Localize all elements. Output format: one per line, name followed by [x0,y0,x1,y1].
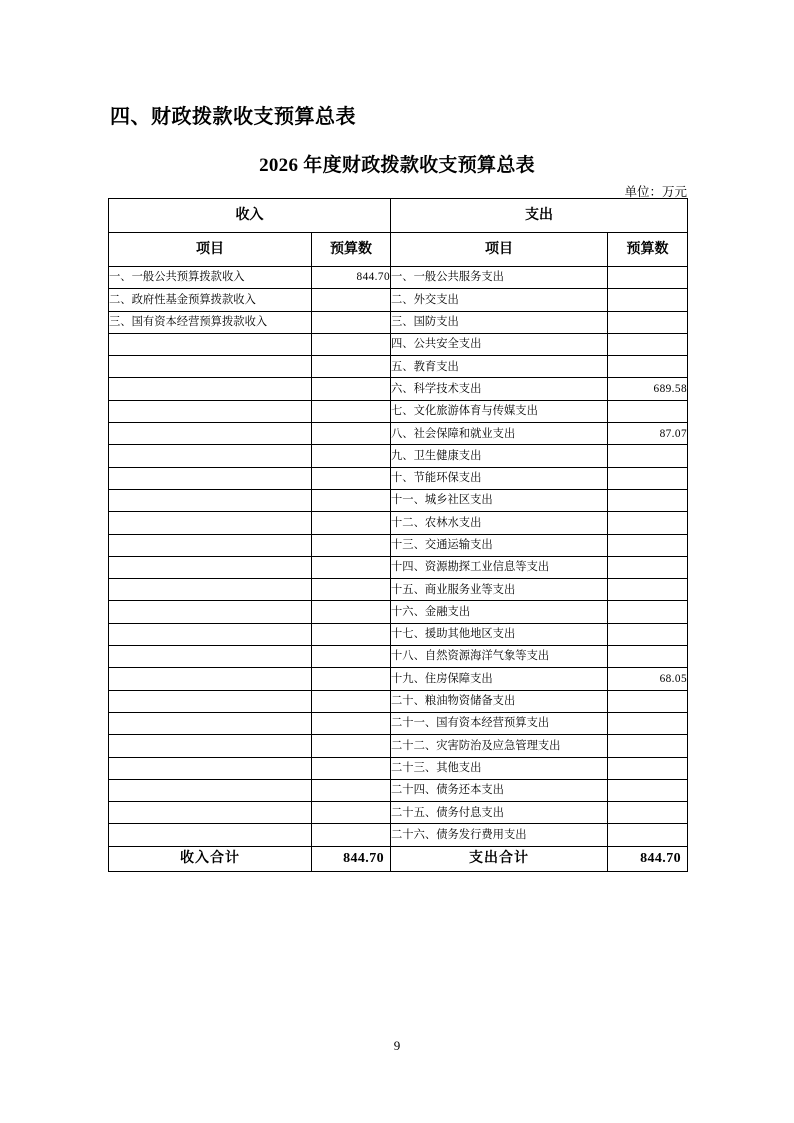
table-row [109,333,688,355]
total-label-expenditure: 支出合计 [391,846,608,871]
expenditure-item-cell: 二十、粮油物资储备支出 [391,690,608,712]
income-value-cell [312,646,391,668]
income-item-cell [109,824,312,846]
income-value-cell [312,579,391,601]
income-value-cell [312,668,391,690]
income-item-cell: 三、国有资本经营预算拨款收入 [109,311,312,333]
income-value-cell [312,467,391,489]
expenditure-value-cell [608,267,688,289]
expenditure-item-cell: 十三、交通运输支出 [391,534,608,556]
table-row [109,646,688,668]
income-value-cell [312,378,391,400]
total-value-income: 844.70 [312,846,391,871]
table-row [109,534,688,556]
income-item-cell: 二、政府性基金预算拨款收入 [109,289,312,311]
unit-label: 单位：万元 [624,185,687,199]
income-item-cell [109,512,312,534]
income-item-cell [109,579,312,601]
expenditure-value-cell [608,757,688,779]
expenditure-value-cell: 68.05 [608,668,688,690]
income-value-cell [312,601,391,623]
expenditure-item-cell: 七、文化旅游体育与传媒支出 [391,400,608,422]
expenditure-item-cell: 三、国防支出 [391,311,608,333]
table-row [109,690,688,712]
table-row [109,779,688,801]
income-item-cell [109,646,312,668]
income-value-cell [312,311,391,333]
expenditure-value-cell [608,400,688,422]
expenditure-item-cell: 二十五、债务付息支出 [391,802,608,824]
table-column-header-row [109,233,688,267]
income-item-cell [109,668,312,690]
income-item-cell [109,378,312,400]
expenditure-item-cell: 二十六、债务发行费用支出 [391,824,608,846]
table-row [109,668,688,690]
expenditure-value-cell [608,779,688,801]
income-item-cell [109,690,312,712]
table-row [109,400,688,422]
income-item-cell [109,802,312,824]
table-total-row [109,846,688,871]
income-value-cell [312,802,391,824]
expenditure-item-cell: 十四、资源勘探工业信息等支出 [391,556,608,578]
expenditure-value-cell [608,556,688,578]
table-row [109,601,688,623]
page-number: 9 [393,1038,401,1053]
income-value-cell [312,289,391,311]
income-value-cell [312,333,391,355]
income-value-cell: 844.70 [312,267,391,289]
expenditure-item-cell: 四、公共安全支出 [391,333,608,355]
table-row [109,824,688,846]
expenditure-value-cell [608,467,688,489]
expenditure-value-cell [608,601,688,623]
table-row [109,556,688,578]
expenditure-value-cell [608,690,688,712]
income-item-cell [109,400,312,422]
table-row [109,802,688,824]
table-row [109,311,688,333]
expenditure-item-cell: 二十四、债务还本支出 [391,779,608,801]
table-row [109,378,688,400]
table-row [109,735,688,757]
expenditure-value-cell [608,824,688,846]
page-title: 2026 年度财政拨款收支预算总表 [259,155,535,176]
total-label-income: 收入合计 [109,846,312,871]
income-item-cell [109,735,312,757]
group-header-income: 收入 [109,199,391,233]
income-value-cell [312,512,391,534]
column-header-expenditure-value: 预算数 [608,233,688,267]
table-row [109,467,688,489]
table-group-header-row [109,199,688,233]
expenditure-item-cell: 一、一般公共服务支出 [391,267,608,289]
income-value-cell [312,356,391,378]
table-row [109,289,688,311]
income-item-cell [109,445,312,467]
income-item-cell [109,623,312,645]
section-heading: 四、财政拨款收支预算总表 [110,106,356,128]
table-row [109,512,688,534]
expenditure-value-cell [608,333,688,355]
table-row [109,267,688,289]
income-item-cell: 一、一般公共预算拨款收入 [109,267,312,289]
expenditure-value-cell [608,802,688,824]
expenditure-value-cell [608,646,688,668]
column-header-income-value: 预算数 [312,233,391,267]
income-item-cell [109,356,312,378]
expenditure-item-cell: 十二、农林水支出 [391,512,608,534]
expenditure-item-cell: 十九、住房保障支出 [391,668,608,690]
table-row [109,579,688,601]
expenditure-value-cell [608,579,688,601]
income-value-cell [312,556,391,578]
expenditure-item-cell: 十五、商业服务业等支出 [391,579,608,601]
expenditure-item-cell: 二十一、国有资本经营预算支出 [391,712,608,734]
income-value-cell [312,445,391,467]
table-row [109,445,688,467]
income-value-cell [312,534,391,556]
income-item-cell [109,534,312,556]
income-item-cell [109,489,312,511]
income-value-cell [312,735,391,757]
expenditure-item-cell: 十、节能环保支出 [391,467,608,489]
expenditure-item-cell: 九、卫生健康支出 [391,445,608,467]
expenditure-value-cell [608,712,688,734]
expenditure-item-cell: 二十二、灾害防治及应急管理支出 [391,735,608,757]
column-header-income-item: 项目 [109,233,312,267]
expenditure-item-cell: 二十三、其他支出 [391,757,608,779]
income-value-cell [312,423,391,445]
expenditure-value-cell: 689.58 [608,378,688,400]
income-value-cell [312,400,391,422]
expenditure-value-cell [608,623,688,645]
income-value-cell [312,779,391,801]
expenditure-value-cell [608,489,688,511]
income-item-cell [109,757,312,779]
expenditure-value-cell [608,445,688,467]
income-value-cell [312,824,391,846]
expenditure-value-cell [608,289,688,311]
expenditure-item-cell: 二、外交支出 [391,289,608,311]
table-row [109,757,688,779]
expenditure-value-cell [608,735,688,757]
budget-summary-table [108,198,688,872]
expenditure-item-cell: 八、社会保障和就业支出 [391,423,608,445]
income-value-cell [312,690,391,712]
expenditure-item-cell: 五、教育支出 [391,356,608,378]
income-value-cell [312,623,391,645]
income-item-cell [109,779,312,801]
income-value-cell [312,712,391,734]
table-row [109,423,688,445]
income-item-cell [109,556,312,578]
expenditure-item-cell: 十八、自然资源海洋气象等支出 [391,646,608,668]
expenditure-value-cell [608,534,688,556]
expenditure-item-cell: 十七、援助其他地区支出 [391,623,608,645]
income-item-cell [109,423,312,445]
group-header-expenditure: 支出 [391,199,688,233]
total-value-expenditure: 844.70 [608,846,688,871]
table-row [109,356,688,378]
income-item-cell [109,467,312,489]
income-item-cell [109,712,312,734]
table-row [109,712,688,734]
expenditure-value-cell [608,311,688,333]
expenditure-value-cell [608,356,688,378]
expenditure-item-cell: 十六、金融支出 [391,601,608,623]
expenditure-value-cell [608,512,688,534]
expenditure-item-cell: 十一、城乡社区支出 [391,489,608,511]
table-row [109,623,688,645]
income-value-cell [312,757,391,779]
income-item-cell [109,601,312,623]
expenditure-value-cell: 87.07 [608,423,688,445]
expenditure-item-cell: 六、科学技术支出 [391,378,608,400]
income-item-cell [109,333,312,355]
table-row [109,489,688,511]
column-header-expenditure-item: 项目 [391,233,608,267]
income-value-cell [312,489,391,511]
